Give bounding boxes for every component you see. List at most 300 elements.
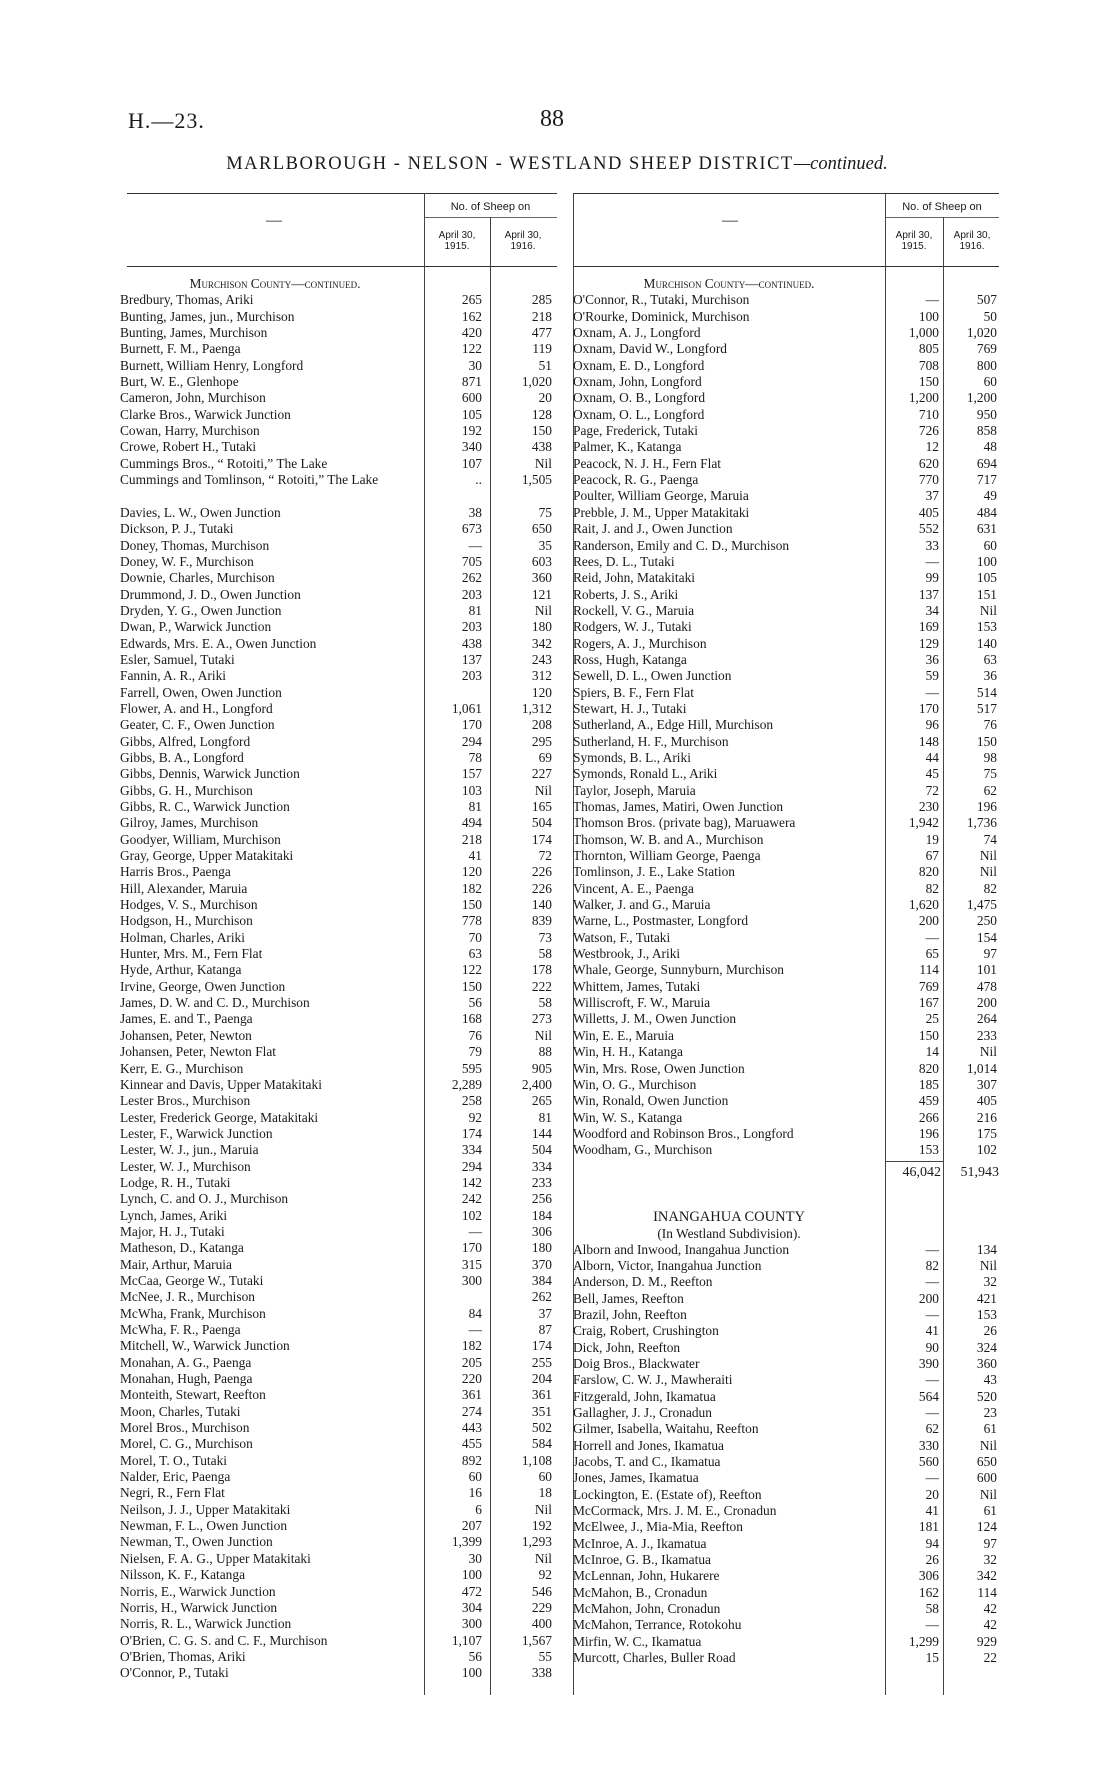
sheep-count-1915: 1,200 [908,390,939,406]
sheep-count-1916: 55 [538,1648,552,1664]
sheep-count-1916: 18 [538,1485,552,1501]
sheep-count-1916: 88 [538,1044,552,1060]
owner-name: McElwee, J., Mia-Mia, Reefton [573,1519,743,1535]
sheep-count-1916: 520 [976,1388,997,1404]
sheep-count-1915: 600 [461,390,482,406]
owner-name: Monahan, A. G., Paenga [120,1354,252,1370]
sheep-count-1916: 192 [531,1518,552,1534]
sheep-count-1915: 100 [461,1665,482,1681]
sheep-count-1915: 162 [461,308,482,324]
sheep-count-1915: 94 [925,1535,939,1551]
table-row [120,750,560,766]
sheep-count-1916: 48 [983,439,997,455]
table-row [573,1126,1003,1142]
sheep-count-1916: 98 [983,749,997,765]
page-title [0,154,1114,175]
table-row [120,962,560,978]
owner-name: Lynch, James, Ariki [120,1207,228,1223]
section-heading-inangahua: INANGAHUA COUNTY [653,1208,805,1225]
owner-name: Harris Bros., Paenga [120,864,231,880]
table-row [573,1487,1003,1503]
sheep-count-1916: 75 [983,766,997,782]
owner-name: Thomson Bros. (private bag), Maruawera [573,815,796,831]
sheep-count-1915: — [925,1306,939,1322]
table-row [120,1665,560,1681]
owner-name: Cameron, John, Murchison [120,390,266,406]
sheep-count-1915: 262 [461,570,482,586]
sheep-count-1915: 34 [925,602,939,618]
owner-name: Crowe, Robert H., Tutaki [120,439,257,455]
table-row [573,750,1003,766]
sheep-count-1915: 58 [925,1601,939,1617]
sheep-count-1916: 1,108 [521,1452,552,1468]
sheep-count-1916: 264 [976,1011,997,1027]
owner-name: McCaa, George W., Tutaki [120,1272,264,1288]
sheep-count-1916: 58 [538,995,552,1011]
owner-name: Willetts, J. M., Owen Junction [573,1011,737,1027]
table-row [573,1519,1003,1535]
sheep-count-1915: 33 [925,537,939,553]
sheep-count-1916: 1,736 [966,815,997,831]
table-row [120,701,560,717]
table-row [120,1633,560,1649]
sheep-count-1916: 312 [531,668,552,684]
sheep-count-1916: 61 [983,1421,997,1437]
table-row [120,341,560,357]
owner-name: Craig, Robert, Crushington [573,1323,719,1339]
sheep-count-1916: 74 [983,831,997,847]
sheep-count-1915: 20 [925,1486,939,1502]
sheep-count-1915: 185 [918,1076,939,1092]
owner-name: Page, Frederick, Tutaki [573,423,698,439]
sheep-count-1916: 73 [538,929,552,945]
sheep-count-1916: 63 [983,651,997,667]
total-row [573,1163,1003,1183]
table-row [573,505,1003,521]
owner-name: Win, H. H., Katanga [573,1044,683,1060]
table-row [120,1649,560,1665]
table-row [120,1371,560,1387]
sheep-count-1916: 1,567 [521,1632,552,1648]
sheep-count-1915: 37 [925,488,939,504]
sheep-count-1916: 222 [531,978,552,994]
sheep-count-1916: 517 [976,700,997,716]
sheep-count-1915: 340 [461,439,482,455]
owner-name: Win, Ronald, Owen Junction [573,1093,729,1109]
sheep-count-1916: 150 [976,733,997,749]
table-row [573,668,1003,684]
sheep-count-1916: 421 [976,1290,997,1306]
sheep-count-1915: 274 [461,1403,482,1419]
sheep-count-1915: 294 [461,733,482,749]
sheep-count-1916: 769 [976,341,997,357]
sheep-count-1915: 38 [468,504,482,520]
table-row [573,717,1003,733]
sheep-count-1916: 101 [976,962,997,978]
owner-name: Westbrook, J., Ariki [573,946,681,962]
sheep-count-1915: 218 [461,831,482,847]
owner-name: McWha, Frank, Murchison [120,1305,266,1321]
sheep-count-1916: 140 [531,897,552,913]
table-row [120,407,560,423]
sheep-count-1915: 168 [461,1011,482,1027]
table-row [120,554,560,570]
owner-name: Gibbs, Dennis, Warwick Junction [120,766,300,782]
sheep-count-1916: 134 [976,1241,997,1257]
owner-name: McInroe, G. B., Ikamatua [573,1552,711,1568]
sheep-count-1916: 50 [983,308,997,324]
sheep-count-1916: 603 [531,553,552,569]
table-row [120,1208,560,1224]
sheep-count-1915: 153 [918,1142,939,1158]
owner-name: Bell, James, Reefton [573,1290,684,1306]
owner-name: Thornton, William George, Paenga [573,848,761,864]
sheep-count-1915: 805 [918,341,939,357]
owner-name: Johansen, Peter, Newton [120,1027,252,1043]
sheep-count-1915: 67 [925,848,939,864]
owner-name: McWha, F. R., Paenga [120,1322,241,1337]
owner-name: Mitchell, W., Warwick Junction [120,1338,290,1354]
total-1915: 46,042 [902,1164,941,1180]
sheep-count-1916: 51 [538,357,552,373]
table-row [120,1551,560,1567]
page-title-continued: —continued. [793,154,888,174]
sheep-count-1916: 384 [531,1272,552,1288]
sheep-count-1916: 507 [976,292,997,308]
sheep-count-1915: — [925,1274,939,1290]
sheep-count-1915: 169 [918,619,939,635]
sheep-count-1916: 180 [531,1240,552,1256]
sheep-count-1915: 459 [918,1093,939,1109]
sheep-count-1916: 100 [976,553,997,569]
sheep-count-1915: .. [475,472,482,488]
owner-name: Cummings and Tomlinson, “ Rotoiti,” The Lake [120,472,379,488]
owner-name: Jones, James, Ikamatua [573,1470,699,1486]
owner-name: Monahan, Hugh, Paenga [120,1371,253,1387]
owner-name: Gallagher, J. J., Cronadun [573,1405,712,1420]
sheep-count-1916: 514 [976,684,997,700]
table-row [573,685,1003,701]
header-dash-left: — [266,212,282,229]
sheep-count-1915: 1,942 [908,815,939,831]
owner-name: Lester, W. J., Murchison [120,1158,251,1174]
table-row [120,685,560,701]
owner-name: Sewell, D. L., Owen Junction [573,668,732,684]
sheep-count-1915: 150 [918,1027,939,1043]
owner-name: Mair, Arthur, Maruia [120,1256,232,1272]
table-row [120,1338,560,1354]
owner-name: Downie, Charles, Murchison [120,570,275,586]
table-row [120,1567,560,1583]
table-row [120,538,560,554]
table-row [573,701,1003,717]
sheep-count-1915: 438 [461,635,482,651]
sheep-count-1916: Nil [534,1501,552,1517]
sheep-count-1915: 76 [468,1027,482,1043]
owner-name: Oxnam, A. J., Longford [573,325,701,341]
sheep-count-1915: 595 [461,1060,482,1076]
table-row [573,766,1003,782]
owner-name: Irvine, George, Owen Junction [120,978,286,994]
owner-name: O'Connor, P., Tutaki [120,1665,229,1681]
owner-name: Newman, F. L., Owen Junction [120,1518,288,1534]
owner-name: O'Connor, R., Tutaki, Murchison [573,292,750,308]
sheep-count-1916: 150 [531,423,552,439]
sheep-count-1915: 19 [925,831,939,847]
owner-name: Taylor, Joseph, Maruia [573,782,696,798]
sheep-count-1916: 174 [531,1338,552,1354]
sheep-count-1916: 114 [977,1584,997,1600]
owner-name: Bredbury, Thomas, Ariki [120,292,254,308]
owner-name: McInroe, A. J., Ikamatua [573,1535,707,1551]
sheep-count-1916: 250 [976,913,997,929]
sheep-count-1916: 69 [538,749,552,765]
owner-name: Thomson, W. B. and A., Murchison [573,831,764,847]
owner-name: McMahon, Terrance, Rotokohu [573,1617,742,1633]
sheep-count-1915: 150 [461,897,482,913]
sheep-count-1915: 330 [918,1437,939,1453]
table-row [120,325,560,341]
table-row [120,1387,560,1403]
owner-name: Hyde, Arthur, Katanga [120,962,242,978]
owner-name: Esler, Samuel, Tutaki [120,651,235,667]
table-row [120,1420,560,1436]
table-row [120,1110,560,1126]
sheep-count-1916: 218 [531,308,552,324]
sheep-count-1916: 338 [531,1665,552,1681]
owner-name: Negri, R., Fern Flat [120,1485,225,1501]
sheep-count-1915: 44 [925,749,939,765]
owner-name: James, D. W. and C. D., Murchison [120,995,310,1011]
header-bottom-rule-right [573,266,999,267]
owner-name: Clarke Bros., Warwick Junction [120,406,291,422]
sheep-count-1915: 102 [461,1207,482,1223]
table-row [120,995,560,1011]
table-row [573,554,1003,570]
sheep-count-1916: 62 [983,782,997,798]
owner-name: Lester, W. J., jun., Maruia [120,1142,259,1158]
table-row [120,1175,560,1191]
sheep-count-1916: 35 [538,537,552,553]
owner-name: Whittem, James, Tutaki [573,978,701,994]
table-row [573,864,1003,880]
table-row [120,913,560,929]
table-row [120,1469,560,1485]
sheep-count-1916: 285 [531,292,552,308]
owner-name: Hill, Alexander, Maruia [120,880,248,896]
sheep-count-1916: 20 [538,390,552,406]
sheep-count-1915: 820 [918,1060,939,1076]
table-row [120,1485,560,1501]
owner-name: Oxnam, O. B., Longford [573,390,706,406]
sheep-count-1916: 153 [976,1306,997,1322]
owner-name: Oxnam, David W., Longford [573,341,727,357]
sheep-count-1916: 165 [531,799,552,814]
section-subheading-westland: (In Westland Subdivision). [657,1225,801,1241]
sheep-count-1916: 504 [531,815,552,831]
owner-name: Vincent, A. E., Paenga [573,880,694,896]
owner-name: Oxnam, O. L., Longford [573,406,705,422]
sheep-count-1916: 477 [531,325,552,341]
table-row [573,488,1003,504]
owner-name: Drummond, J. D., Owen Junction [120,586,301,602]
table-row [573,1077,1003,1093]
sheep-count-1916: 546 [531,1583,552,1599]
sheep-count-1915: — [925,1470,939,1486]
owner-name: Peacock, R. G., Paenga [573,472,699,488]
table-row [573,1503,1003,1519]
sheep-count-1916: 97 [983,946,997,962]
sheep-count-1916: 208 [531,717,552,733]
owner-name: Gibbs, G. H., Murchison [120,782,253,798]
sheep-count-1916: 262 [531,1289,552,1305]
owner-name: Rockell, V. G., Maruia [573,602,695,618]
sheep-count-1915: 56 [468,1648,482,1664]
sheep-count-1916: 61 [983,1503,997,1519]
sheep-count-1916: 306 [531,1223,552,1239]
sheep-count-1916: 694 [976,455,997,471]
sheep-count-1915: 92 [468,1109,482,1125]
sheep-count-1916: 200 [976,995,997,1011]
owner-name: Poulter, William George, Maruia [573,488,749,504]
table-row [573,1454,1003,1470]
table-row [573,1242,1003,1258]
sheep-count-1916: 60 [983,537,997,553]
table-row [120,1159,560,1175]
owner-name: Stewart, H. J., Tutaki [573,700,687,716]
table-row [120,979,560,995]
table-row [573,636,1003,652]
owner-name: Cowan, Harry, Murchison [120,423,260,439]
header-col1-right: April 30, 1915. [895,230,933,252]
table-row [573,1536,1003,1552]
table-row [573,783,1003,799]
sheep-count-1915: 6 [475,1501,482,1517]
sheep-count-1916: 334 [531,1158,552,1174]
sheep-count-1915: 70 [468,929,482,945]
table-row [120,456,560,472]
sheep-count-1915: 90 [925,1339,939,1355]
table-row [573,1650,1003,1666]
sheep-count-1915: 769 [918,978,939,994]
table-row [120,717,560,733]
sheep-count-1916: Nil [534,1550,552,1566]
sheep-count-1915: 30 [468,357,482,373]
sheep-count-1916: 119 [532,341,552,357]
table-row [120,1191,560,1207]
sheep-count-1915: 65 [925,946,939,962]
owner-name: Matheson, D., Katanga [120,1240,244,1256]
header-dash-right: — [722,212,738,229]
sheep-count-1916: 1,505 [521,472,552,488]
total-rule [885,1161,943,1162]
owner-name: Hodges, V. S., Murchison [120,897,258,913]
owner-name: Rees, D. L., Tutaki [573,553,675,569]
owner-name: Holman, Charles, Ariki [120,929,245,945]
sheep-count-1915: 78 [468,749,482,765]
table-row [573,1093,1003,1109]
sheep-count-1915: 405 [918,504,939,520]
sheep-count-1916: Nil [979,1257,997,1273]
owner-name: Cummings Bros., “ Rotoiti,” The Lake [120,455,328,471]
owner-name: Williscroft, F. W., Maruia [573,995,711,1011]
sheep-count-1915: 300 [461,1616,482,1632]
table-row [573,1552,1003,1568]
table-row [573,390,1003,406]
sheep-count-1915: 294 [461,1158,482,1174]
sheep-count-1915: 205 [461,1354,482,1370]
table-row [120,505,560,521]
owner-name: McNee, J. R., Murchison [120,1289,256,1305]
owner-name: Brazil, John, Reefton [573,1306,687,1322]
sheep-count-1915: 258 [461,1093,482,1109]
table-row [120,766,560,782]
owner-name: Dryden, Y. G., Owen Junction [120,602,282,618]
sheep-count-1916: 227 [531,766,552,782]
header-group-right: No. of Sheep on [902,201,982,213]
header-group-left: No. of Sheep on [450,201,531,213]
table-row [120,815,560,831]
sheep-count-1916: 243 [531,651,552,667]
owner-name: O'Brien, C. G. S. and C. F., Murchison [120,1632,328,1648]
owner-name: Hunter, Mrs. M., Fern Flat [120,946,263,962]
table-row [120,1355,560,1371]
sheep-count-1915: 203 [461,586,482,602]
owner-name: Dickson, P. J., Tutaki [120,521,234,537]
table-row [573,1340,1003,1356]
sheep-count-1915: 334 [461,1142,482,1158]
table-row [573,930,1003,946]
owner-name: Win, E. E., Maruia [573,1027,674,1043]
table-row [120,652,560,668]
sheep-count-1915: — [925,929,939,945]
sheep-count-1916: 229 [531,1599,552,1615]
table-row [573,881,1003,897]
sheep-count-1915: 265 [461,292,482,308]
sheep-count-1915: 196 [918,1125,939,1141]
table-row [120,1044,560,1060]
owner-name: Win, O. G., Murchison [573,1076,697,1092]
group-rule-right [885,217,999,218]
header-col1-left: April 30, 1915. [438,230,476,252]
owner-name: Oxnam, John, Longford [573,374,702,390]
sheep-count-1915: 361 [461,1387,482,1403]
header-rule-right [573,193,999,194]
table-row [573,1274,1003,1290]
sheep-count-1916: 1,475 [966,897,997,913]
owner-name: Moon, Charles, Tutaki [120,1403,241,1419]
table-row [573,799,1003,815]
owner-name: Lynch, C. and O. J., Murchison [120,1191,289,1207]
table-row [573,1011,1003,1027]
sheep-count-1915: 1,061 [451,700,482,716]
table-row [573,1389,1003,1405]
table-row [120,1273,560,1289]
owner-name: Palmer, K., Katanga [573,439,682,455]
sheep-count-1916: 60 [983,374,997,390]
owner-name: Murcott, Charles, Buller Road [573,1650,736,1666]
owner-name: McMahon, B., Cronadun [573,1584,708,1600]
table-row [120,832,560,848]
table-row [573,1405,1003,1421]
page-number: 88 [540,106,564,132]
owner-name: Davies, L. W., Owen Junction [120,504,281,520]
table-row [573,456,1003,472]
table-row [120,668,560,684]
sheep-count-1915: 420 [461,325,482,341]
right-column [573,276,1003,1667]
table-row [120,636,560,652]
